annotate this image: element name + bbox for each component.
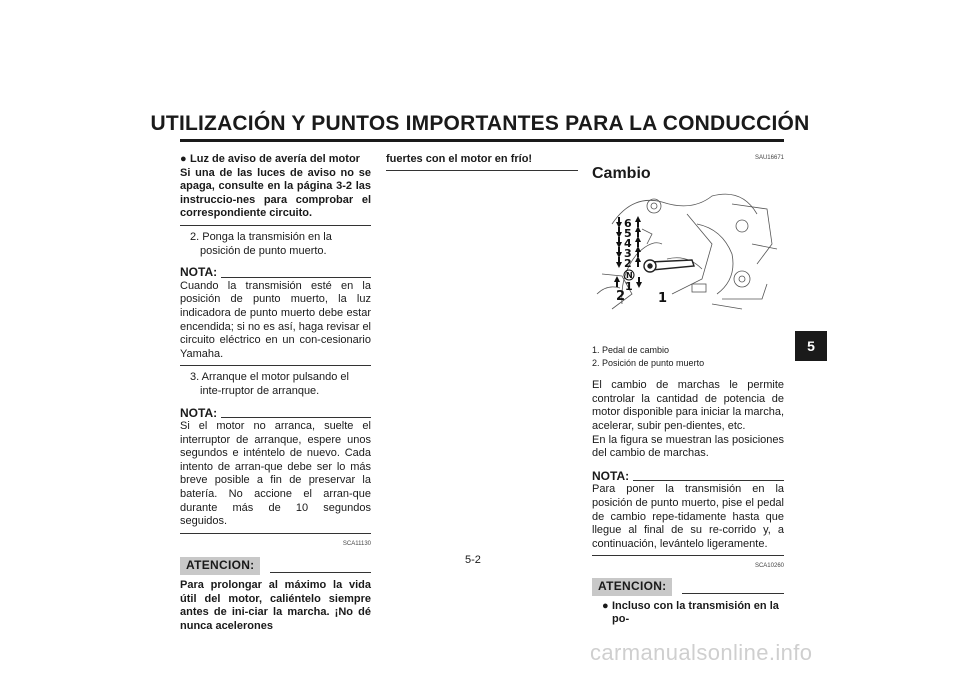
atencion-2-label: ATENCION: xyxy=(592,578,672,596)
bullet-warning-title-text: Luz de aviso de avería del motor xyxy=(190,153,360,165)
atencion-label: ATENCION: xyxy=(180,557,260,575)
atencion-continued: fuertes con el motor en frío! xyxy=(386,153,533,165)
gear-label-4: 4 xyxy=(624,237,632,251)
caption-2: 2. Posición de punto muerto xyxy=(592,358,705,369)
divider xyxy=(180,365,371,366)
page-header-title: UTILIZACIÓN Y PUNTOS IMPORTANTES PARA LA CONDUCCIÓN xyxy=(150,112,810,135)
chapter-tab: 5 xyxy=(795,331,827,361)
nota-1-rule xyxy=(221,277,371,278)
caption-1: 1. Pedal de cambio xyxy=(592,345,670,356)
bullet-icon: ● xyxy=(602,599,609,612)
callout-1: 1 xyxy=(658,291,668,307)
nota-2-rule xyxy=(221,417,371,418)
gear-label-n: N xyxy=(626,271,633,281)
callout-2: 2 xyxy=(616,289,626,305)
divider xyxy=(180,533,371,534)
nota-3-header xyxy=(592,470,784,484)
atencion-2-rule xyxy=(682,593,784,594)
divider xyxy=(386,170,578,171)
left-column xyxy=(180,153,371,633)
nota-2-text: Si el motor no arranca, suelte el interruptor de arranque, espere unos segundos e inténtelo de nuevo. Cada intento de arran-que debe ser lo más breve posible a fin de preservar la batería. No accione el arran-que durante más de 10 segundos seguidos. xyxy=(180,420,371,528)
bullet-warning-body: Si una de las luces de aviso no se apaga, consulte en la página 3-2 las instruccio-nes para comprobar el correspondiente circuito. xyxy=(180,166,371,220)
atencion-text: Para prolongar al máximo la vida útil del motor, caliéntelo siempre antes de ini-ciar la marcha. ¡No dé nunca acelerones xyxy=(180,579,371,632)
nota-1-text: Cuando la transmisión esté en la posición de punto muerto, la luz indicadora de punto muerto debe estar encendida; si no es así, haga revisar el circuito eléctrico en un con-cesionario Yamaha. xyxy=(180,279,371,360)
nota-1-label: NOTA: xyxy=(180,265,218,280)
paragraph-1: El cambio de marchas le permite controlar la cantidad de potencia de motor disponible para iniciar la marcha, acelerar, subir pen-dientes, etc. xyxy=(592,379,784,432)
bullet-warning-title xyxy=(180,153,371,167)
nota-3-rule xyxy=(633,480,784,481)
nota-3-label: NOTA: xyxy=(592,468,630,483)
gear-label-1: 1 xyxy=(625,280,633,294)
atencion-2-bullet xyxy=(592,600,784,627)
page-number: 5-2 xyxy=(465,554,481,566)
atencion-rule xyxy=(270,572,371,573)
atencion-2-bullet-text: Incluso con la transmisión en la po- xyxy=(612,599,779,626)
step-2: 2. Ponga la transmisión en la posición de punto muerto. xyxy=(190,230,332,257)
code-sca10260: SCA10260 xyxy=(754,563,784,570)
header-rule xyxy=(180,139,784,142)
nota-1-header xyxy=(180,266,371,280)
nota-3-text: Para poner la transmisión en la posición de punto muerto, pise el pedal de cambio repe-tidamente hasta que llegue al final de su re-corrido y, a continuación, levántelo ligeramente. xyxy=(592,483,784,550)
code-sau16671: SAU16671 xyxy=(754,155,784,161)
middle-column xyxy=(386,153,578,171)
atencion-header xyxy=(180,557,371,575)
paragraph-2: En la figura se muestran las posiciones del cambio de marchas. xyxy=(592,433,784,460)
step-3: 3. Arranque el motor pulsando el inte-rruptor de arranque. xyxy=(190,371,349,397)
gear-down-arrows-icon xyxy=(616,217,622,268)
divider xyxy=(592,555,784,556)
bullet-icon: ● xyxy=(180,153,187,165)
gear-label-2: 2 xyxy=(624,257,632,271)
gear-label-5: 5 xyxy=(624,227,632,241)
nota-2-label: NOTA: xyxy=(180,405,218,420)
section-title: Cambio xyxy=(592,164,651,182)
code-sca11130: SCA11130 xyxy=(342,540,371,547)
atencion-2-header xyxy=(592,578,784,596)
gear-label-3: 3 xyxy=(624,247,632,261)
right-column xyxy=(592,152,784,627)
gear-label-6: 6 xyxy=(624,217,632,231)
watermark: carmanualsonline.info xyxy=(590,640,813,665)
gearshift-figure xyxy=(592,184,784,314)
divider xyxy=(180,225,371,226)
nota-2-header xyxy=(180,407,371,421)
